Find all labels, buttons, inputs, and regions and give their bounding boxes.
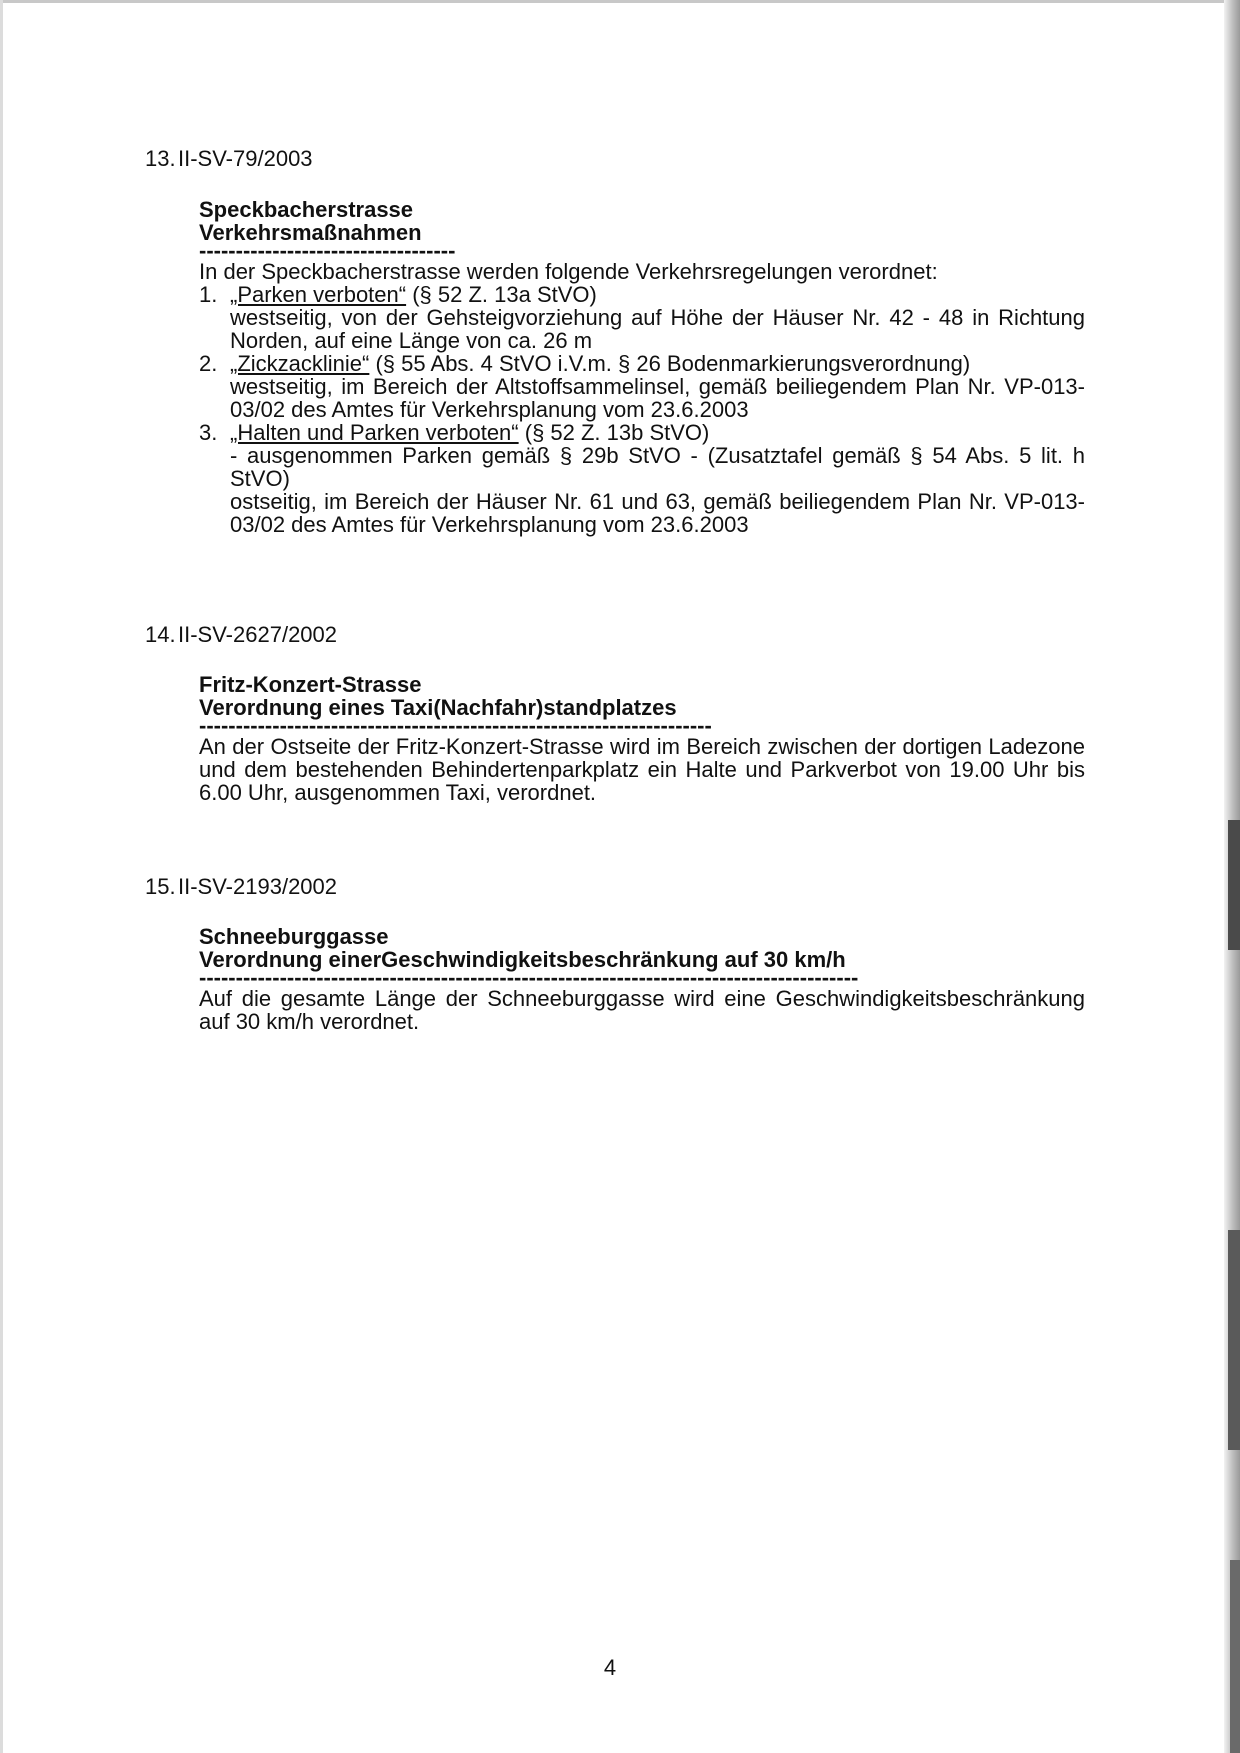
item-title-subject: Verkehrsmaßnahmen: [199, 220, 422, 245]
page-number: 4: [603, 1655, 617, 1680]
scan-edge-right: [1224, 0, 1240, 1753]
item-title-subject: Verordnung eines Taxi(Nachfahr)standplatzes: [199, 695, 677, 720]
item-reference: II-SV-79/2003: [178, 146, 313, 171]
rule-detail: ostseitig, im Bereich der Häuser Nr. 61 und 63, gemäß beiliegendem Plan Nr. VP-013-03/02 des Amtes für Verkehrsplanung vom 23.6.2003: [230, 489, 1085, 537]
rule-detail: westseitig, im Bereich der Altstoffsammelinsel, gemäß beiliegendem Plan Nr. VP-013-03/02 des Amtes für Verkehrsplanung vom 23.6.2003: [230, 374, 1085, 422]
scan-edge-top: [0, 0, 1240, 3]
separator-rule: -----------------------------------: [199, 244, 456, 260]
item-reference: II-SV-2627/2002: [178, 622, 338, 647]
rule-sign: „Zickzacklinie“: [230, 351, 370, 376]
rule-detail: - ausgenommen Parken gemäß § 29b StVO - (Zusatztafel gemäß § 54 Abs. 5 lit. h StVO): [230, 443, 1085, 491]
item-intro: In der Speckbacherstrasse werden folgende Verkehrsregelungen verordnet:: [199, 259, 938, 284]
item-title-street: Speckbacherstrasse: [199, 197, 414, 222]
rule-number: 3.: [199, 420, 218, 445]
rule-item: [199, 283, 1085, 352]
item-number: 13.: [145, 146, 176, 171]
item-13-heading: [145, 146, 313, 172]
rule-number: 1.: [199, 282, 218, 307]
scan-edge-left: [0, 0, 3, 1753]
item-text: An der Ostseite der Fritz-Konzert-Strasse wird im Bereich zwischen der dortigen Ladezone und dem bestehenden Behindertenparkplatz ein Halte und Parkverbot von 19.00 Uhr bis 6.00 Uhr, ausgenommen Taxi, verordnet.: [199, 734, 1085, 805]
item-number: 14.: [145, 622, 176, 647]
item-title-street: Schneeburggasse: [199, 924, 389, 949]
rule-legal-ref: (§ 52 Z. 13b StVO): [518, 420, 710, 445]
rule-legal-ref: (§ 55 Abs. 4 StVO i.V.m. § 26 Bodenmarkierungsverordnung): [369, 351, 971, 376]
item-reference: II-SV-2193/2002: [178, 874, 338, 899]
item-title-subject: Verordnung einerGeschwindigkeitsbeschränkung auf 30 km/h: [199, 947, 846, 972]
item-14-heading: [145, 622, 337, 648]
item-title-street: Fritz-Konzert-Strasse: [199, 672, 422, 697]
item-15-heading: [145, 874, 337, 900]
item-number: 15.: [145, 874, 176, 899]
item-13-body: [199, 198, 1085, 536]
rule-item: [199, 421, 1085, 536]
item-14-body: [199, 673, 1085, 804]
rule-item: [199, 352, 1085, 421]
item-15-body: [199, 925, 1085, 1033]
rule-list: [199, 283, 1085, 536]
separator-rule: ------------------------------------------------------------------------------------------: [199, 971, 859, 987]
rule-number: 2.: [199, 351, 218, 376]
rule-sign: „Halten und Parken verboten“: [230, 420, 519, 445]
separator-rule: ----------------------------------------------------------------------: [199, 719, 712, 735]
rule-detail: westseitig, von der Gehsteigvorziehung auf Höhe der Häuser Nr. 42 - 48 in Richtung Norden, auf eine Länge von ca. 26 m: [230, 305, 1085, 353]
item-text: Auf die gesamte Länge der Schneeburggasse wird eine Geschwindigkeitsbeschränkung auf 30 km/h verordnet.: [199, 986, 1085, 1034]
rule-legal-ref: (§ 52 Z. 13a StVO): [406, 282, 597, 307]
rule-sign: „Parken verboten“: [230, 282, 407, 307]
